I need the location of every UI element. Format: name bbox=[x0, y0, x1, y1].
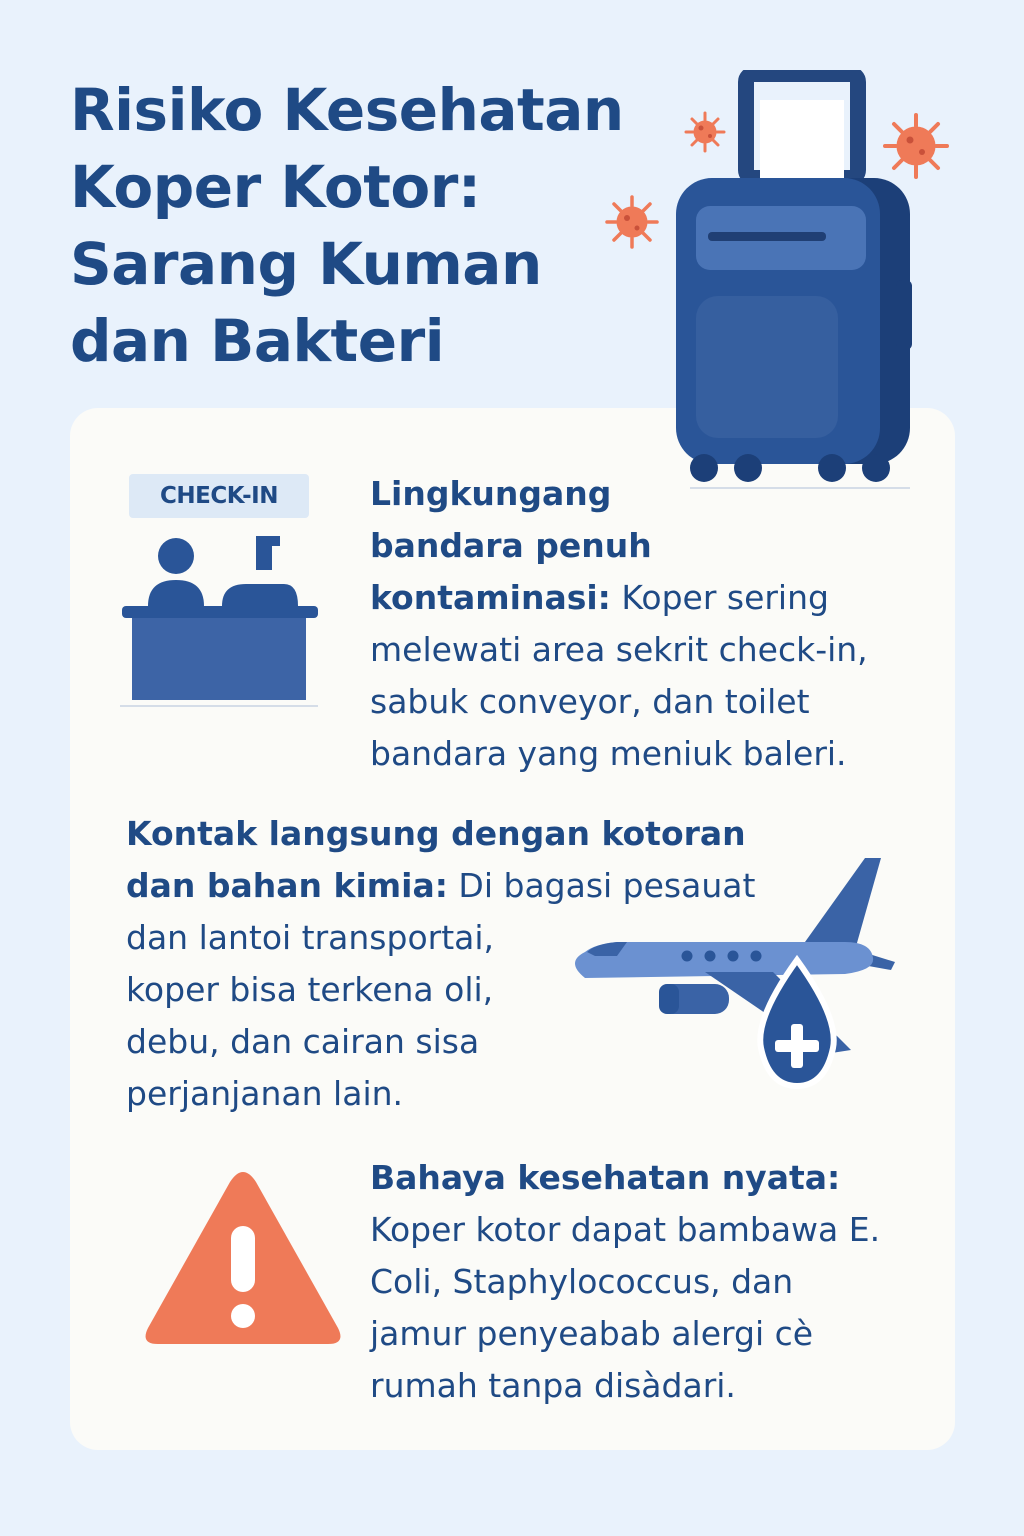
section-body-line: koper bisa terkena oli, bbox=[126, 970, 494, 1009]
section-heading-line: bandara penuh bbox=[370, 526, 652, 565]
section-heading-line: Kontak langsung dengan kotoran bbox=[126, 814, 746, 853]
section-heading-line: kontaminasi: bbox=[370, 578, 611, 617]
section-body-line: jamur penyeabab alergi cè bbox=[370, 1314, 814, 1353]
airplane-with-droplet-icon bbox=[555, 850, 905, 1090]
section-body-line: Di bagasi pesauat bbox=[447, 866, 756, 905]
section-heading-line: Bahaya kesehatan nyata: bbox=[370, 1158, 841, 1197]
section-body-line: rumah tanpa disàdari. bbox=[370, 1366, 736, 1405]
section-contamination bbox=[370, 468, 930, 780]
section-health-danger bbox=[370, 1152, 950, 1412]
luggage-with-germs-icon bbox=[600, 70, 950, 490]
section-body-line: bandara yang meniuk baleri. bbox=[370, 734, 847, 773]
section-heading-line: Lingkungang bbox=[370, 474, 612, 513]
title-line: dan Bakteri bbox=[70, 307, 445, 375]
page-title bbox=[70, 72, 690, 380]
title-line: Koper Kotor: bbox=[70, 153, 481, 221]
title-line: Sarang Kuman bbox=[70, 230, 542, 298]
section-body-line: Koper kotor dapat bambawa E. bbox=[370, 1210, 881, 1249]
check-in-label: CHECK-IN bbox=[129, 474, 309, 518]
title-line: Risiko Kesehatan bbox=[70, 76, 624, 144]
warning-triangle-icon bbox=[138, 1168, 348, 1348]
section-heading-line: dan bahan kimia: bbox=[126, 866, 448, 905]
section-body-line: Koper sering bbox=[610, 578, 829, 617]
section-body-line: Coli, Staphylococcus, dan bbox=[370, 1262, 794, 1301]
section-body-line: perjanjanan lain. bbox=[126, 1074, 404, 1113]
section-body-line: dan lantoi transportai, bbox=[126, 918, 495, 957]
section-body-line: debu, dan cairan sisa bbox=[126, 1022, 480, 1061]
check-in-desk-icon bbox=[118, 530, 323, 715]
section-body-line: sabuk conveyor, dan toilet bbox=[370, 682, 810, 721]
section-body-line: melewati area sekrit check-in, bbox=[370, 630, 868, 669]
